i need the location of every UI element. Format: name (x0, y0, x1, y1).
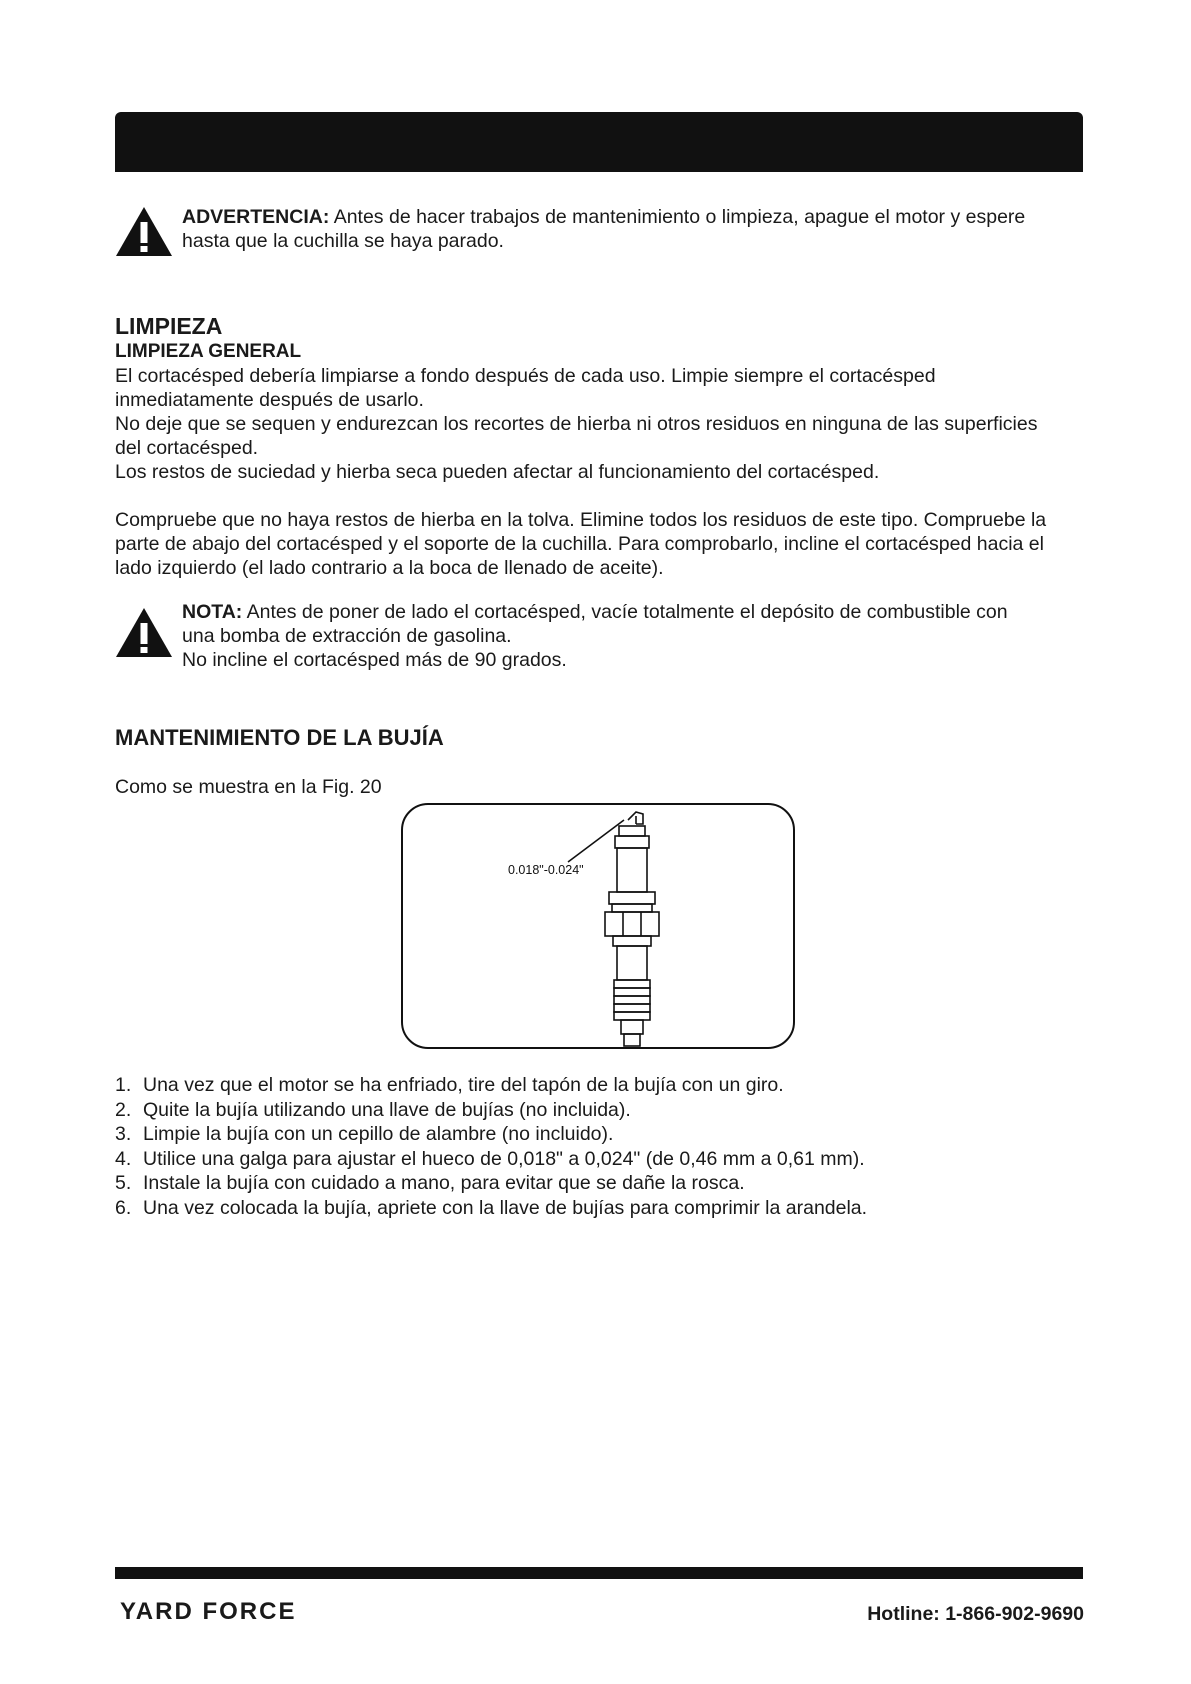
step-text: Una vez colocada la bujía, apriete con la llave de bujías para comprimir la arandela. (143, 1196, 868, 1219)
note-line-2: una bomba de extracción de gasolina. (182, 625, 512, 647)
step-number: 2. (115, 1098, 132, 1121)
warning-label: ADVERTENCIA: (182, 206, 330, 228)
list-item (115, 1098, 1095, 1123)
paragraph-line: Compruebe que no haya restos de hierba en la tolva. Elimine todos los residuos de este tipo. Compruebe la (115, 509, 1047, 531)
step-text: Limpie la bujía con un cepillo de alambre (no incluido). (143, 1123, 614, 1145)
section-header-bar (115, 112, 1083, 172)
warning-text (182, 205, 1082, 253)
maintenance-steps-list (115, 1073, 1095, 1220)
step-text: Instale la bujía con cuidado a mano, para evitar que se dañe la rosca. (143, 1172, 745, 1194)
paragraph-line: inmediatamente después de usarlo. (115, 389, 424, 411)
list-item (115, 1171, 1095, 1196)
paragraph-line: parte de abajo del cortacésped y el soporte de la cuchilla. Para comprobarlo, incline el cortacésped hacia el (115, 533, 1044, 555)
paragraph-line: Los restos de suciedad y hierba seca pueden afectar al funcionamiento del cortacésped. (115, 461, 880, 483)
list-item (115, 1122, 1095, 1147)
step-text: Utilice una galga para ajustar el hueco de 0,018" a 0,024" (de 0,46 mm a 0,61 mm). (143, 1147, 865, 1170)
brand-logo: YARD FORCE (120, 1598, 297, 1625)
step-number: 1. (115, 1074, 132, 1096)
step-text: Quite la bujía utilizando una llave de bujías (no incluida). (143, 1098, 631, 1121)
warning-line-2: hasta que la cuchilla se haya parado. (182, 230, 504, 252)
paragraph-line: del cortacésped. (115, 437, 259, 459)
spark-plug-figure (400, 802, 796, 1050)
general-cleaning-subheading: LIMPIEZA GENERAL (115, 341, 302, 362)
cleaning-heading: LIMPIEZA (115, 313, 223, 339)
spark-plug-heading: MANTENIMIENTO DE LA BUJÍA (115, 725, 444, 750)
list-item (115, 1147, 1095, 1172)
list-item (115, 1196, 1095, 1221)
step-text: Una vez que el motor se ha enfriado, tire del tapón de la bujía con un giro. (143, 1074, 784, 1096)
paragraph-line: lado izquierdo (el lado contrario a la boca de llenado de aceite). (115, 557, 664, 579)
note-line-3: No incline el cortacésped más de 90 grados. (182, 649, 567, 671)
warning-block (115, 205, 1095, 265)
paragraph-line: No deje que se sequen y endurezcan los recortes de hierba ni otros residuos en ninguna de las superficies (115, 413, 1038, 435)
warning-line-1: Antes de hacer trabajos de mantenimiento o limpieza, apague el motor y espere (333, 206, 1026, 228)
gap-measurement-label: 0.018"-0.024" (508, 863, 584, 877)
note-text (182, 600, 1082, 672)
note-line-1: Antes de poner de lado el cortacésped, vacíe totalmente el depósito de combustible con (246, 601, 1008, 623)
hotline-text: Hotline: 1-866-902-9690 (867, 1603, 1084, 1625)
step-number: 4. (115, 1147, 132, 1170)
cleaning-paragraph-1 (115, 364, 1090, 484)
note-block (115, 600, 1095, 680)
list-item (115, 1073, 1095, 1098)
footer-divider (115, 1567, 1083, 1579)
step-number: 3. (115, 1123, 132, 1145)
step-number: 5. (115, 1172, 132, 1194)
note-label: NOTA: (182, 601, 243, 623)
cleaning-paragraph-2 (115, 508, 1090, 580)
step-number: 6. (115, 1196, 132, 1219)
figure-caption: Como se muestra en la Fig. 20 (115, 776, 382, 798)
warning-triangle-icon (115, 606, 173, 658)
paragraph-line: El cortacésped debería limpiarse a fondo después de cada uso. Limpie siempre el cortacésped (115, 365, 936, 387)
warning-triangle-icon (115, 205, 173, 257)
